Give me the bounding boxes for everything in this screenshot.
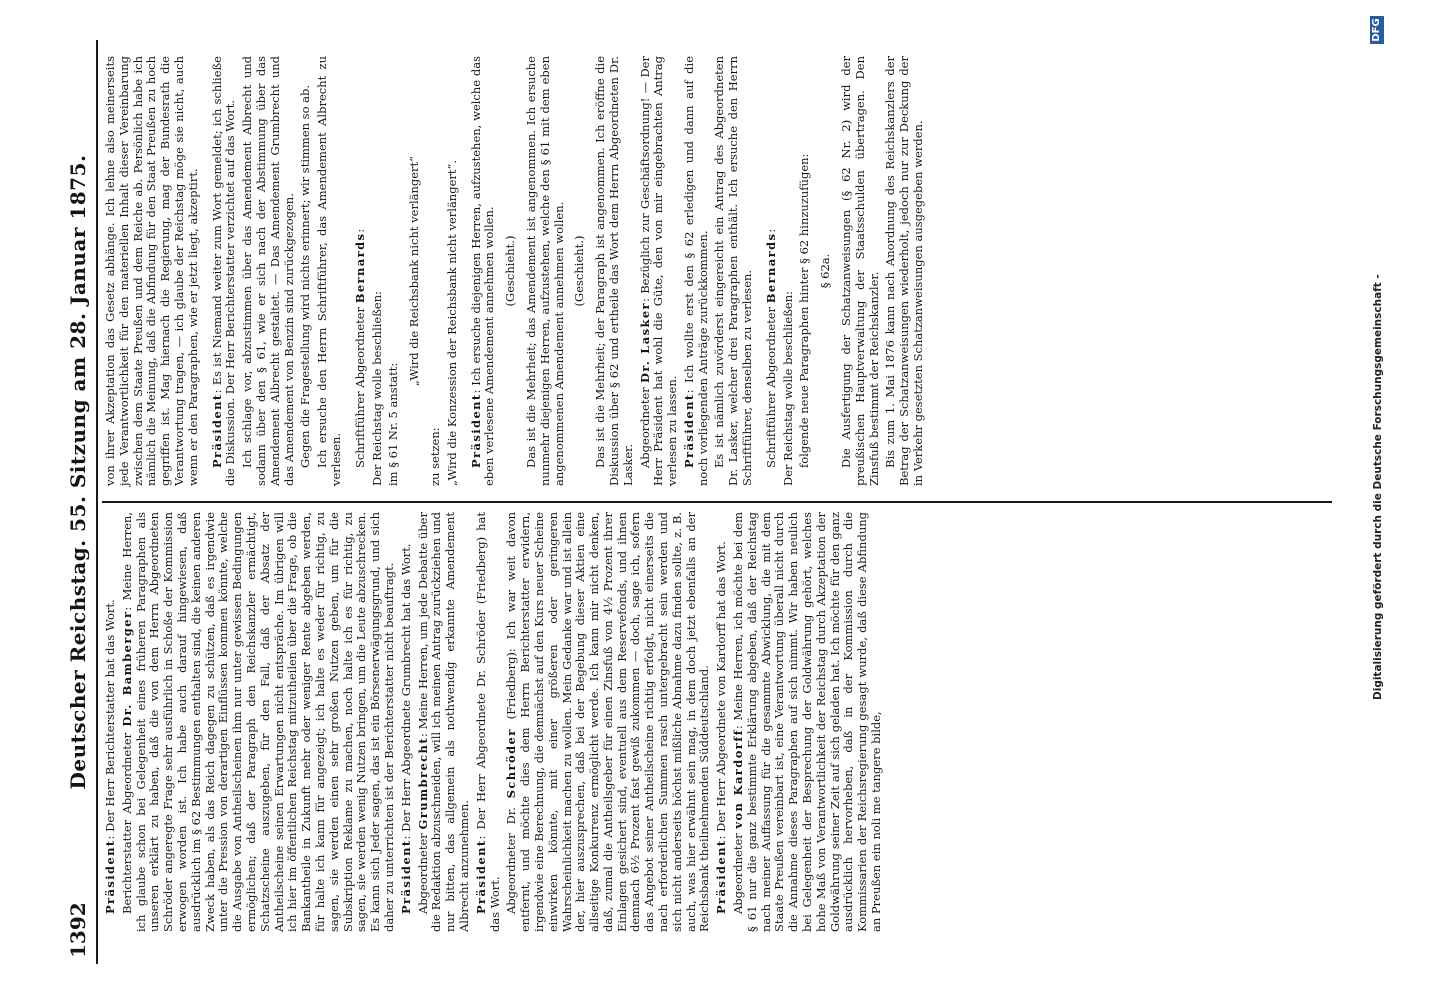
paragraph — [505, 512, 712, 932]
credit-text: Digitalisierung gefördert durch die Deutsche Forschungsgemeinschaft - — [1372, 274, 1384, 700]
paragraph — [104, 512, 118, 932]
speaker-prefix: Abgeordneter — [731, 828, 746, 914]
page-number: 1392 — [66, 902, 90, 958]
paragraph — [683, 56, 711, 486]
speaker-name: Dr. Bamberger — [119, 610, 134, 727]
speaker-name: Bernards — [763, 232, 778, 304]
paragraph-text: Der Reichstag wolle beschließen: — [780, 291, 795, 486]
column-divider — [102, 501, 1332, 503]
speaker-name: Grumbrecht — [415, 736, 430, 830]
speaker-name: Schröder — [504, 728, 519, 799]
speaker-name: Präsident — [103, 839, 117, 914]
paragraph-text: : Es ist Niemand weiter zum Wort gemeldet; ich schließe die Diskussion. Der Herr Berichterstatter verzichtet auf das Wort. — [209, 56, 238, 486]
paragraph-text: Bis zum 1. Mai 1876 kann nach Anordnung des Reichskanzlers der Betrag der Schatzanweisungen wiederholt, jedoch nur zur Deckung der in Verkehr gesetzten Schatzanweisungen ausgegeben werden. — [883, 56, 926, 486]
paragraph-text: Es ist nämlich zuvörderst eingereicht ein Antrag des Abgeordneten Dr. Lasker, welcher drei Paragraphen enthält. Ich ersuche den Herrn Schriftführer, denselben zu verlesen. — [712, 56, 755, 486]
paragraph — [884, 56, 925, 486]
paragraph — [387, 56, 401, 486]
paragraph — [715, 512, 729, 932]
paragraph — [408, 56, 422, 486]
paragraph — [121, 512, 397, 932]
speaker-prefix: Abgeordneter Dr. — [504, 798, 519, 914]
paragraph-text: „Wird die Reichsbank nicht verlängert“ — [407, 155, 422, 387]
digitization-credit — [1370, 0, 1394, 1000]
paragraph-text: folgende neue Paragraphen hinter § 62 hinzuzufügen: — [797, 153, 812, 468]
paragraph — [713, 56, 754, 486]
paragraph-text: Gegen die Fragestellung wird nichts erinnert; wir stimmen so ab. — [298, 84, 313, 468]
paragraph-text: : Bezüglich zur Geschäftsordnung! — Der Herr Präsident hat wohl die Güte, den von mir eingebrachten Antrag verlesen zu lassen. — [637, 56, 680, 486]
paragraph — [525, 56, 566, 486]
speaker-name: Präsident — [209, 393, 224, 468]
paragraph-text: Der Reichstag wolle beschließen: — [369, 291, 384, 486]
paragraph-text: Das ist die Mehrheit; der Paragraph ist angenommen. Ich eröffne die Diskussion über § 62 und ertheile das Wort dem Herrn Abgeordneten Dr. Lasker. — [593, 56, 635, 486]
speaker-name: Bernards — [352, 232, 367, 304]
paragraph-text: Ich ersuche den Herrn Schriftführer, das Amendement Albrecht zu verlesen. — [315, 56, 343, 486]
speaker-prefix: Abgeordneter — [415, 829, 430, 914]
speaker-name: Präsident — [714, 839, 729, 914]
paragraph-text: Das ist die Mehrheit; das Amendement ist angenommen. Ich ersuche nunmehr diejenigen Herren, aufzustehen, welche den § 61 mit dem eben angenommenen Amendement annehmen wollen. — [523, 56, 566, 486]
paragraph-text: : Der Herr Abgeordnete Dr. Schröder (Friedberg) hat das Wort. — [473, 512, 502, 932]
speaker-name: Präsident — [473, 839, 488, 914]
page-header — [60, 40, 94, 964]
speaker-prefix: Schriftführer Abgeordneter — [763, 303, 778, 468]
paragraph-text: : Meine Herren, um jede Debatte über die Redaktion abzuschneiden, will ich meinen Antrag zurückziehen und nur bitten, das allgemein als nothwendig erkannte Amendement Albrecht anzunehmen. — [415, 512, 471, 932]
paragraph-text: : Der Herr Berichterstatter hat das Wort. — [103, 599, 117, 840]
paragraph — [400, 512, 414, 932]
paragraph-text: : Ich ersuche diejenigen Herren, aufzustehen, welche das eben verlesene Amendement annehmen wollen. — [468, 56, 497, 486]
paragraph — [798, 56, 812, 486]
speaker-prefix: Abgeordneter — [637, 382, 652, 468]
paragraph-text: zu setzen: — [427, 427, 442, 486]
paragraph — [417, 512, 472, 932]
paragraph-text: Ich schlage vor, abzustimmen über das Amendement Albrecht und sodann über den § 61, wie er sich nach der Abstimmung über das Amendement Albrecht gestaltet. — Das Amendement Grumbrecht und das Amendement von Benzin sind zurückgezogen. — [240, 56, 296, 486]
paragraph — [104, 56, 201, 486]
paragraph-text: : — [352, 228, 367, 233]
paragraph — [639, 56, 680, 486]
paragraph — [429, 56, 443, 486]
paragraph — [371, 56, 385, 486]
paragraph — [241, 56, 296, 486]
paragraph-text: (Friedberg): Ich war weit davon entfernt, und möchte dies dem Herrn Berichterstatter erwidern, irgendwie eine Berechnung, die demnächst auf den Kurs neuer Scheine einwirken könnte, mit einer größeren oder geringeren Wahrscheinlichkeit machen zu wollen. Mein Gedanke war und ist allein der, hier auszusprechen, daß bei der Begebung dieser Aktien eine allseitige Konkurrenz ermöglicht werde. Ich kann mir nicht denken, daß, zumal die Antheilsgeber für einen Zinsfuß von 4½ Prozent ihrer Einlagen gesichert sind, eventuell aus dem Reservefonds, und ihnen demnach 6½ Prozent fast gewiß zukommen — doch, sage ich, sofern das Angebot seiner Antheilscheine richtig erfolgt, nicht einerseits die nach erforderlichen Summen rasch untergebracht sein werden und sich nicht anderseits höchst mißliche Abnahme dazu finden sollte, z. B. auch, was hier erwähnt sein mag, in dem doch jetzt ebenfalls an der Reichsbank theilnehmenden Süddeutschland. — [504, 512, 712, 932]
left-column — [104, 512, 887, 932]
paragraph-text: Die Ausfertigung der Schatzanweisungen (§ 62 Nr. 2) wird der preußischen Hauptverwaltung der Staatsschulden übertragen. Den Zinsfuß bestimmt der Reichskanzler. — [839, 56, 881, 486]
paragraph-text: „Wird die Konzession der Reichsbank nicht verlängert“. — [444, 159, 459, 486]
paragraph — [594, 56, 635, 486]
paragraph — [299, 56, 313, 486]
paragraph-text: § 62a. — [818, 253, 833, 289]
paragraph-text: im § 61 Nr. 5 anstatt: — [386, 362, 401, 486]
paragraph — [573, 56, 587, 486]
running-title: Deutscher Reichstag. 55. Sitzung am 28. Januar 1875. — [66, 154, 90, 790]
dfg-logo: DFG — [1370, 16, 1384, 44]
paragraph — [475, 512, 503, 932]
speaker-name: Präsident — [681, 393, 696, 468]
speaker-name: Dr. Lasker — [637, 301, 652, 383]
paragraph — [782, 56, 796, 486]
paragraph-text: (Geschieht.) — [503, 235, 518, 307]
speaker-name: von Kardorff — [731, 729, 746, 829]
paragraph-text: : Meine Herren, ich möchte bei dem § 61 nur die ganz bestimmte Erklärung abgeben, daß der Reichstag nach meiner Auffassung für die gesammte Abwicklung, die mit dem Staate Preußen vereinbart ist, eine Verantwortung überall nicht durch die Annahme dieses Paragraphen auf sich nimmt. Wir haben neulich bei Gelegenheit der Besprechung der Goldwährung gehört, welches hohe Maß von Verantwortlichkeit der Reichstag durch Akzeptation der Goldwährung seiner Zeit auf sich geladen hat. Ich möchte für den ganz ausdrücklich hervorheben, daß in der Kommission durch die Kommissarien der Reichsregierung gesagt wurde, daß diese Abfindung an Preußen ein noli me tangere bilde, — [731, 512, 884, 932]
speaker-prefix: Schriftführer Abgeordneter — [352, 303, 367, 468]
paragraph-text: (Geschieht.) — [572, 235, 587, 307]
paragraph-text: von ihrer Akzeptation das Gesetz abhänge. Ich lehne also meinerseits jede Verantwortlichkeit für den materiellen Inhalt dieser Vereinbarung zwischen dem Staate Preußen und dem Reiche ab. Persönlich habe ich nämlich die Meinung, daß die Abfindung für den Staat Preußen zu hoch gegriffen ist. Mag hiernach die Regierung, mag der Bundesrath die Verantwortung tragen, — ich glaube der Reichstag möge sie nicht, auch wenn er den Paragraphen, wie er jetzt liegt, akzeptirt. — [103, 56, 200, 486]
paragraph-text: : Ich wollte erst den § 62 erledigen und dann auf die noch vorliegenden Anträge zurückkommen. — [681, 56, 710, 486]
paragraph — [354, 56, 368, 486]
paragraph — [211, 56, 239, 486]
right-column — [104, 56, 929, 486]
paragraph-text: : — [763, 228, 778, 233]
speaker-name: Präsident — [468, 393, 483, 468]
paragraph — [765, 56, 779, 486]
paragraph — [840, 56, 881, 486]
paragraph — [819, 56, 833, 486]
paragraph-text: : Der Herr Abgeordnete von Kardorff hat das Wort. — [714, 541, 729, 840]
speaker-name: Präsident — [398, 839, 413, 914]
paragraph — [732, 512, 884, 932]
paragraph — [446, 56, 460, 486]
header-rule — [96, 40, 98, 964]
paragraph-text: : Meine Herren, ich glaube schon bei Gelegenheit eines früheren Paragraphen als unseren erklärt zu haben, daß die von dem Herrn Abgeordneten Schröder angeregte Frage sehr ausführlich in Schoße der Kommission erwogen worden ist. Ich habe auch darauf hingewiesen, daß ausdrücklich im § 62 Bestimmungen enthalten sind, die keinen anderen Zweck haben, als das Reich dagegen zu schützen, daß es irgendwie unter die Pression von derartigen Einflüssen kommen könnte, welche die Ausgabe von Antheilscheinen ihm nur unter gewissen Bedingungen ermöglichen; daß der Paragraph den Reichskanzler ermächtigt, Schatzscheine auszugeben, für den Fall, daß der Absatz der Antheilscheine seinen Erwartungen nicht entspräche. Im übrigen will ich hier im öffentlichen Reichstag mitzutheilen über die Frage, ob die Bankantheile in Zukunft mehr oder weniger Rente abgeben werden, für halte ich kann für angezeigt; ich halte es weder für richtig, zu sagen, sie werden einen sehr großen Nutzen geben, um für die Subskription Reklame zu machen, noch halte ich es für richtig, zu sagen, sie werden wenig Nutzen bringen, um die Leute abzuschrecken. Es kann sich Jeder sagen, das ist ein Börsenerwägungsgrund, und sich daher zu unterrichten ist der Berichterstatter nicht beauftragt. — [119, 511, 396, 932]
paragraph — [316, 56, 344, 486]
speaker-prefix: Berichterstatter Abgeordneter — [119, 726, 134, 914]
paragraph — [504, 56, 518, 486]
paragraph-text: : Der Herr Abgeordnete Grumbrecht hat das Wort. — [398, 543, 413, 840]
paragraph — [470, 56, 498, 486]
